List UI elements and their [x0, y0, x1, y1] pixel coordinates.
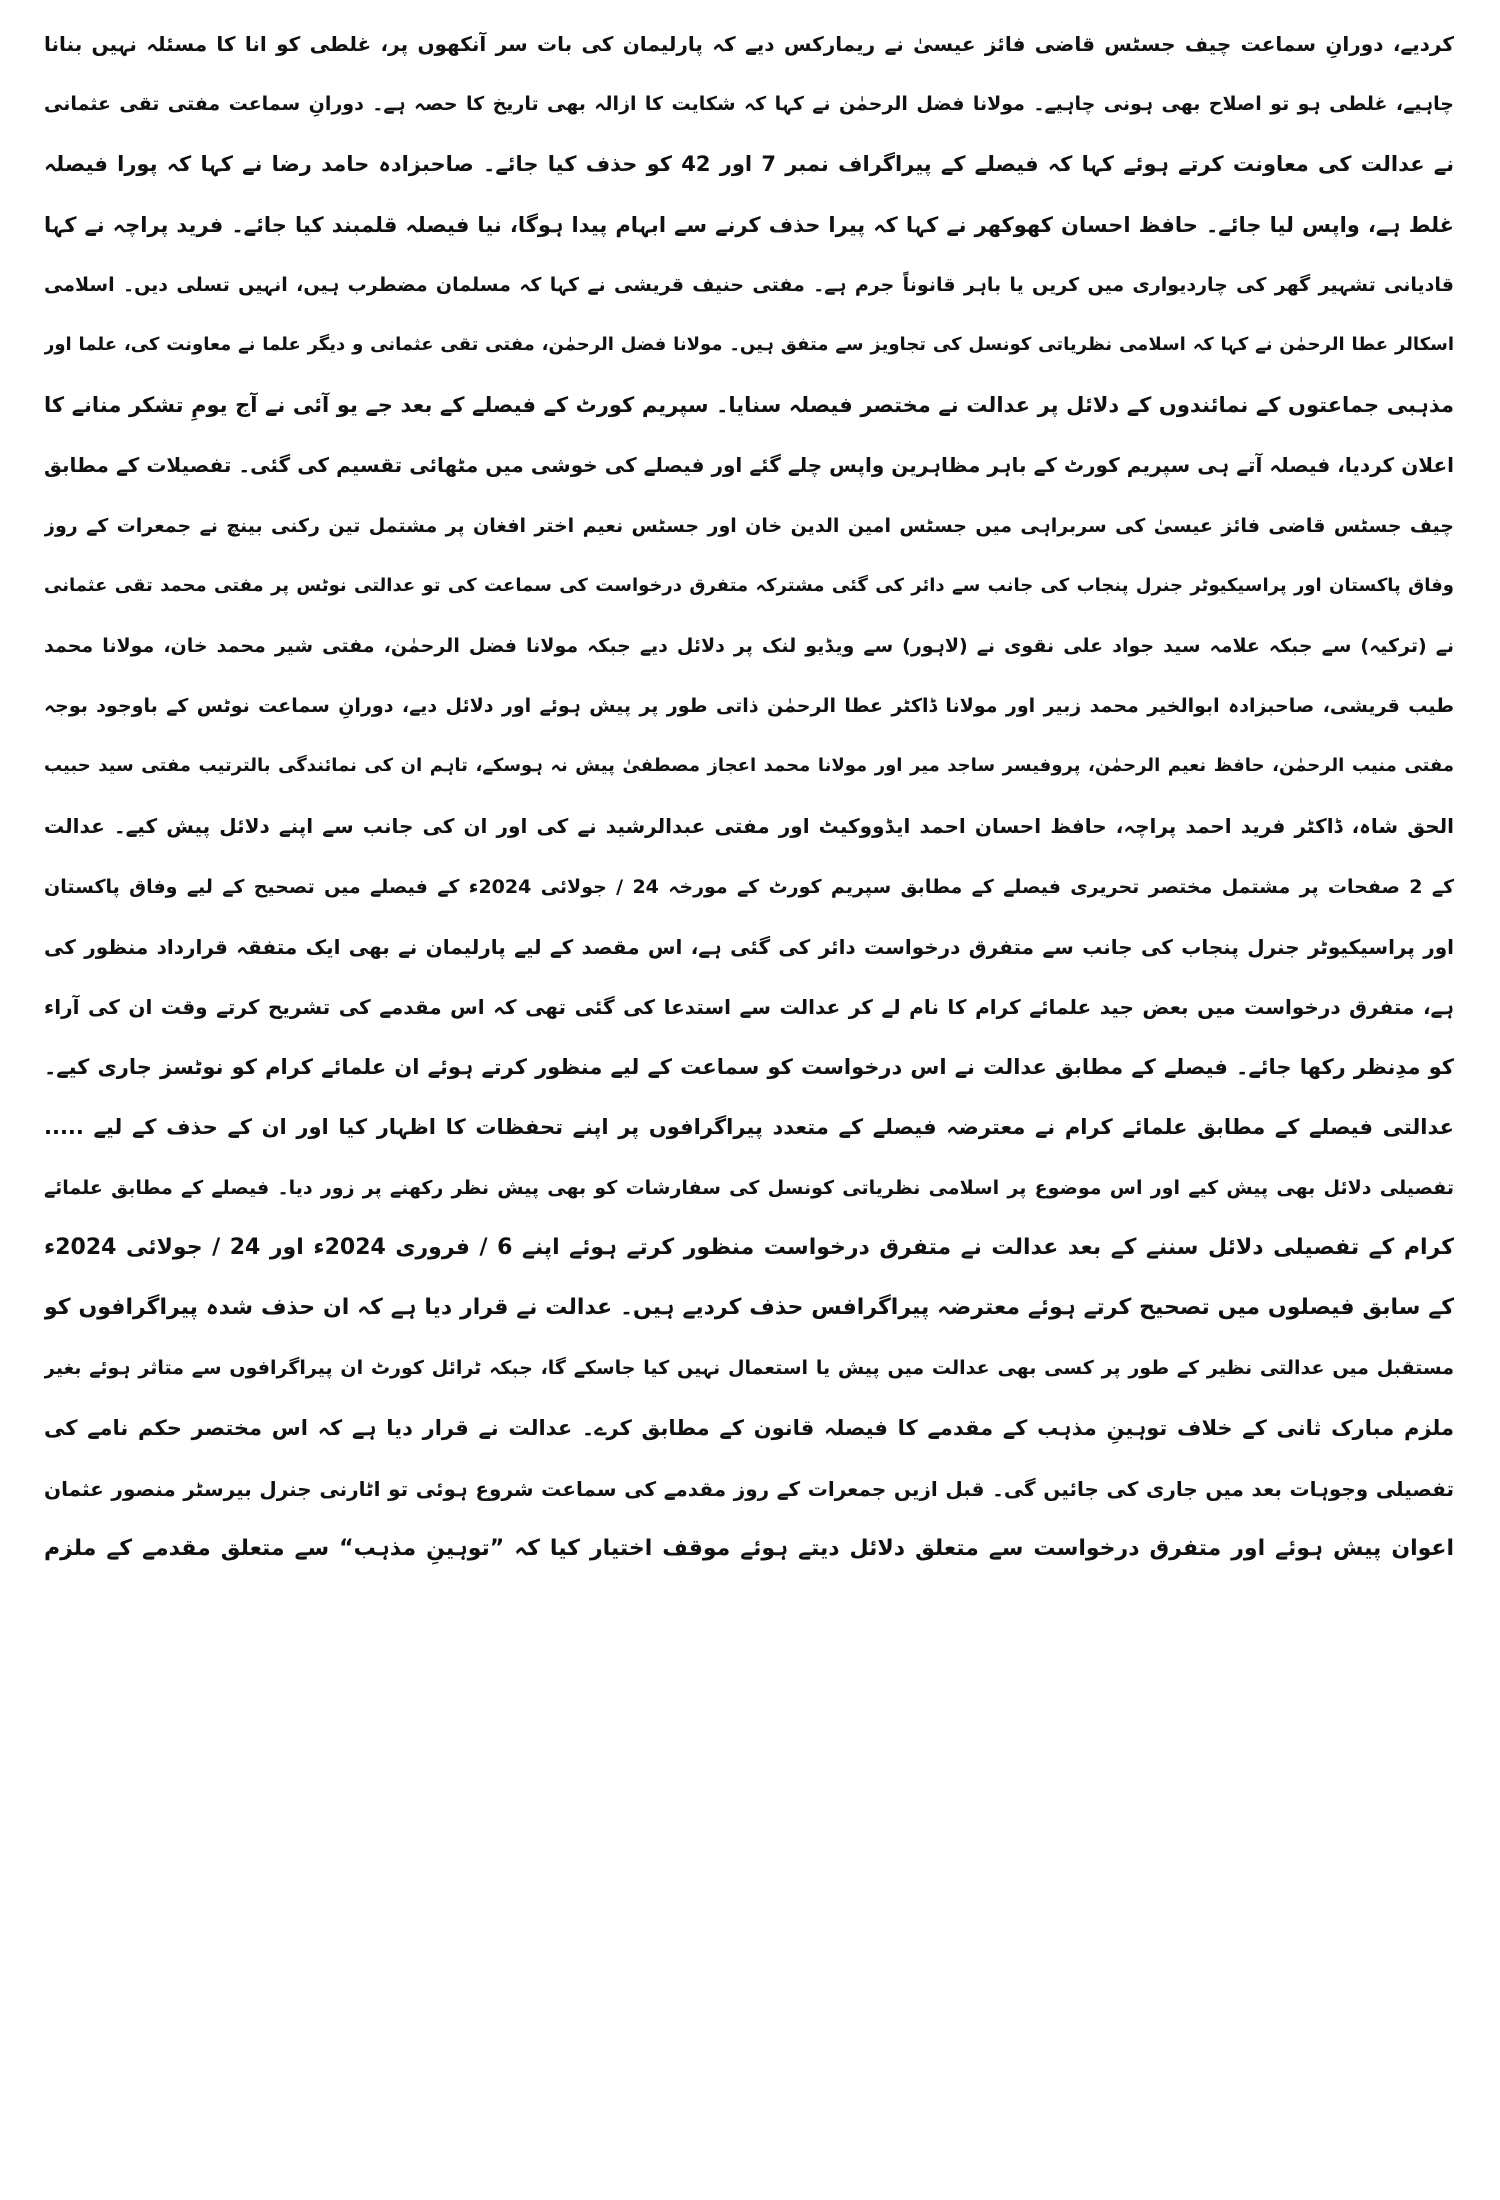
article-line: کے سابق فیصلوں میں تصحیح کرتے ہوئے معترضہ پیراگرافس حذف کردیے ہیں۔ عدالت نے قرار دیا ہے کہ ان حذف شدہ پیراگرافوں کو — [44, 1294, 1454, 1320]
article-body — [44, 14, 1454, 1579]
article-line: مفتی منیب الرحمٰن، حافظ نعیم الرحمٰن، پروفیسر ساجد میر اور مولانا محمد اعجاز مصطفیٰ پیش نہ ہوسکے، تاہم ان کی نمائندگی بالترتیب مفتی سید حبیب — [44, 755, 1454, 777]
article-line: غلط ہے، واپس لیا جائے۔ حافظ احسان کھوکھر نے کہا کہ پیرا حذف کرنے سے ابہام پیدا ہوگا، نیا فیصلہ قلمبند کیا جائے۔ فرید پراچہ نے کہا — [44, 212, 1454, 237]
article-line: تفصیلی وجوہات بعد میں جاری کی جائیں گی۔ قبل ازیں جمعرات کے روز مقدمے کی سماعت شروع ہوئی تو اٹارنی جنرل بیرسٹر منصور عثمان — [44, 1476, 1454, 1501]
article-line: طیب قریشی، صاحبزادہ ابوالخیر محمد زبیر اور مولانا ڈاکٹر عطا الرحمٰن ذاتی طور پر پیش ہوئے اور دلائل دیے، دورانِ سماعت نوٹس کے باوجود بوجہ — [44, 695, 1454, 718]
article-line: چیف جسٹس قاضی فائز عیسیٰ کی سربراہی میں جسٹس امین الدین خان اور جسٹس نعیم اختر افغان پر مشتمل تین رکنی بینچ نے جمعرات کے روز — [44, 514, 1454, 537]
article-line: چاہیے، غلطی ہو تو اصلاح بھی ہونی چاہیے۔ مولانا فضل الرحمٰن نے کہا کہ شکایت کا ازالہ بھی تاریخ کا حصہ ہے۔ دورانِ سماعت مفتی تقی عثمانی — [44, 93, 1454, 116]
article-line: تفصیلی دلائل بھی پیش کیے اور اس موضوع پر اسلامی نظریاتی کونسل کی سفارشات کو بھی پیش نظر رکھنے پر زور دیا۔ فیصلے کے مطابق علمائے — [44, 1176, 1454, 1199]
article-line: الحق شاہ، ڈاکٹر فرید احمد پراچہ، حافظ احسان احمد ایڈووکیٹ اور مفتی عبدالرشید نے کی اور ان کی جانب سے اپنے دلائل پیش کیے۔ عدالت — [44, 814, 1454, 839]
article-line: قادیانی تشہیر گھر کی چاردیواری میں کریں یا باہر قانوناً جرم ہے۔ مفتی حنیف قریشی نے کہا کہ مسلمان مضطرب ہیں، انہیں تسلی دیں۔ اسلامی — [44, 273, 1454, 296]
article-line: کے 2 صفحات پر مشتمل مختصر تحریری فیصلے کے مطابق سپریم کورٹ کے مورخہ 24 / جولائی 2024ء کے فیصلے میں تصحیح کے لیے وفاق پاکستان — [44, 875, 1454, 898]
article-line: وفاق پاکستان اور پراسیکیوٹر جنرل پنجاب کی جانب سے دائر کی گئی مشترکہ متفرق درخواست کی سماعت کی تو عدالتی نوٹس پر مفتی محمد تقی عثمانی — [44, 574, 1454, 596]
article-line: نے عدالت کی معاونت کرتے ہوئے کہا کہ فیصلے کے پیراگراف نمبر 7 اور 42 کو حذف کیا جائے۔ صاحبزادہ حامد رضا نے کہا کہ پورا فیصلہ — [44, 152, 1454, 177]
article-line: اسکالر عطا الرحمٰن نے کہا کہ اسلامی نظریاتی کونسل کی تجاویز سے متفق ہیں۔ مولانا فضل الرحمٰن، مفتی تقی عثمانی و دیگر علما نے معاونت کی، علما اور — [44, 333, 1454, 355]
article-line: ہے، متفرق درخواست میں بعض جید علمائے کرام کا نام لے کر عدالت سے استدعا کی گئی تھی کہ اس مقدمے کی تشریح کرتے وقت ان کی آراء — [44, 995, 1454, 1019]
article-line: اور پراسیکیوٹر جنرل پنجاب کی جانب سے متفرق درخواست دائر کی گئی ہے، اس مقصد کے لیے پارلیمان نے بھی ایک متفقہ قرارداد منظور کی — [44, 934, 1454, 959]
article-line: مذہبی جماعتوں کے نمائندوں کے دلائل پر عدالت نے مختصر فیصلہ سنایا۔ سپریم کورٹ کے فیصلے کے بعد جے یو آئی نے آج یومِ تشکر منانے کا — [44, 393, 1454, 418]
article-line: کو مدِنظر رکھا جائے۔ فیصلے کے مطابق عدالت نے اس درخواست کو سماعت کے لیے منظور کرتے ہوئے ان علمائے کرام کو نوٹسز جاری کیے۔ — [44, 1055, 1454, 1080]
article-line: عدالتی فیصلے کے مطابق علمائے کرام نے معترضہ فیصلے کے متعدد پیراگرافوں پر اپنے تحفظات کا اظہار کیا اور ان کے حذف کے لیے ..... — [44, 1115, 1454, 1140]
article-line: اعوان پیش ہوئے اور متفرق درخواست سے متعلق دلائل دیتے ہوئے موقف اختیار کیا کہ ”توہینِ مذہب“ سے متعلق مقدمے کے ملزم — [44, 1535, 1454, 1561]
article-line: کرام کے تفصیلی دلائل سننے کے بعد عدالت نے متفرق درخواست منظور کرتے ہوئے اپنے 6 / فروری 2024ء اور 24 / جولائی 2024ء — [44, 1234, 1454, 1260]
article-line: ملزم مبارک ثانی کے خلاف توہینِ مذہب کے مقدمے کا فیصلہ قانون کے مطابق کرے۔ عدالت نے قرار دیا ہے کہ اس مختصر حکم نامے کی — [44, 1416, 1454, 1441]
article-line: نے (ترکیہ) سے جبکہ علامہ سید جواد علی نقوی نے (لاہور) سے ویڈیو لنک پر دلائل دیے جبکہ مولانا فضل الرحمٰن، مفتی شیر محمد خان، مولانا محمد — [44, 634, 1454, 657]
article-line: کردیے، دورانِ سماعت چیف جسٹس قاضی فائز عیسیٰ نے ریمارکس دیے کہ پارلیمان کی بات سر آنکھوں پر، غلطی کو انا کا مسئلہ نہیں بنانا — [44, 32, 1454, 56]
article-line: مستقبل میں عدالتی نظیر کے طور پر کسی بھی عدالت میں پیش یا استعمال نہیں کیا جاسکے گا، جبکہ ٹرائل کورٹ ان پیراگرافوں سے متاثر ہوئے بغیر — [44, 1357, 1454, 1380]
article-line: اعلان کردیا، فیصلہ آتے ہی سپریم کورٹ کے باہر مظاہرین واپس چلے گئے اور فیصلے کی خوشی میں مٹھائی تقسیم کی گئی۔ تفصیلات کے مطابق — [44, 453, 1454, 478]
